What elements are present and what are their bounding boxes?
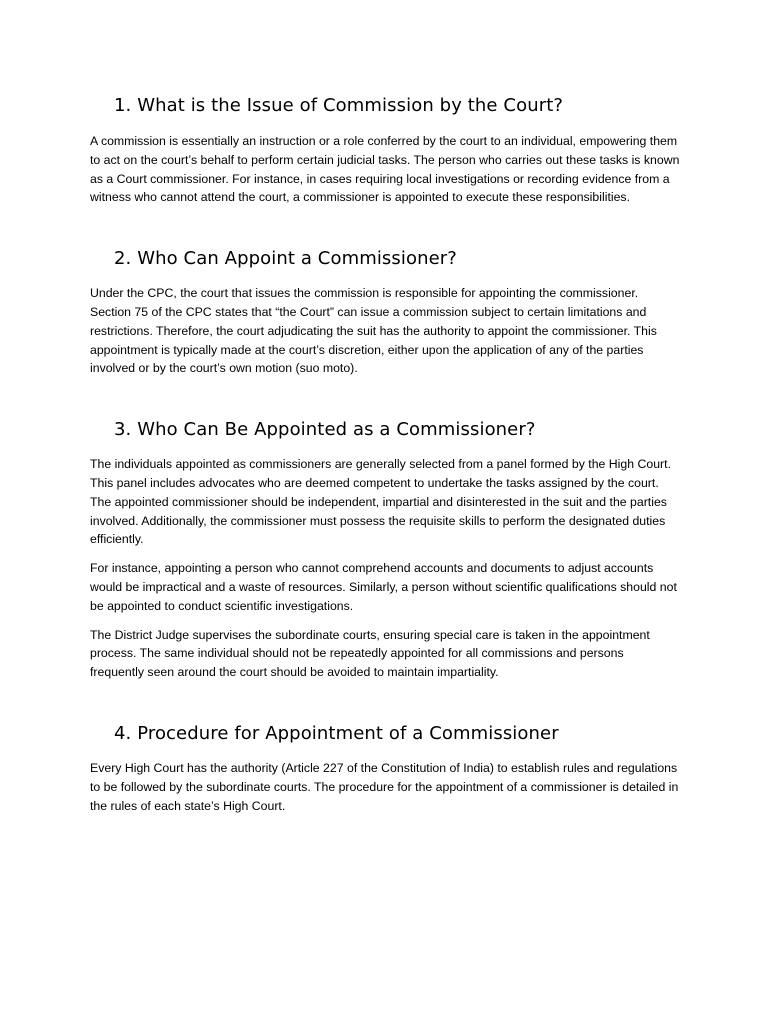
section-heading: 1. What is the Issue of Commission by the Court? (114, 95, 564, 116)
section-paragraph: For instance, appointing a person who cannot comprehend accounts and documents to adjust accounts would be impractical and a waste of resources. Similarly, a person without scientific qualifications should not be appointed to conduct scientific investigations. (90, 561, 677, 613)
section-heading: 2. Who Can Appoint a Commissioner? (114, 248, 457, 270)
section-heading: 3. Who Can Be Appointed as a Commissioner? (114, 419, 536, 441)
section-who-can-be-appointed (90, 418, 680, 682)
section-issue-of-commission (90, 94, 680, 207)
section-procedure-for-appointment (90, 722, 680, 815)
section-heading: 4. Procedure for Appointment of a Commissioner (114, 722, 559, 744)
section-paragraph: Every High Court has the authority (Article 227 of the Constitution of India) to establish rules and regulations to be followed by the subordinate courts. The procedure for the appointment of a commissioner is detailed in the rules of each state’s High Court. (90, 760, 679, 813)
section-who-can-appoint (90, 247, 680, 378)
section-paragraph: The individuals appointed as commissioners are generally selected from a panel formed by the High Court. This panel includes advocates who are deemed competent to undertake the tasks assigned by the court. The appointed commissioner should be independent, impartial and disinterested in the suit and the parties involved. Additionally, the commissioner must possess the requisite skills to perform the designated duties efficiently. (90, 457, 671, 547)
section-paragraph: The District Judge supervises the subordinate courts, ensuring special care is taken in the appointment process. The same individual should not be repeatedly appointed for all commissions and persons frequently seen around the court should be avoided to maintain impartiality. (90, 627, 650, 680)
section-paragraph: A commission is essentially an instruction or a role conferred by the court to an individual, empowering them to act on the court’s behalf to perform certain judicial tasks. The person who carries out these tasks is known as a Court commissioner. For instance, in cases requiring local investigations or recording evidence from a witness who cannot attend the court, a commissioner is appointed to execute these responsibilities. (90, 134, 680, 205)
section-paragraph: Under the CPC, the court that issues the commission is responsible for appointing the commissioner. Section 75 of the CPC states that “the Court” can issue a commission subject to certain limitations and restrictions. Therefore, the court adjudicating the suit has the authority to appoint the commissioner. This appointment is typically made at the court’s discretion, either upon the application of any of the parties involved or by the court’s own motion (suo moto). (90, 286, 657, 376)
